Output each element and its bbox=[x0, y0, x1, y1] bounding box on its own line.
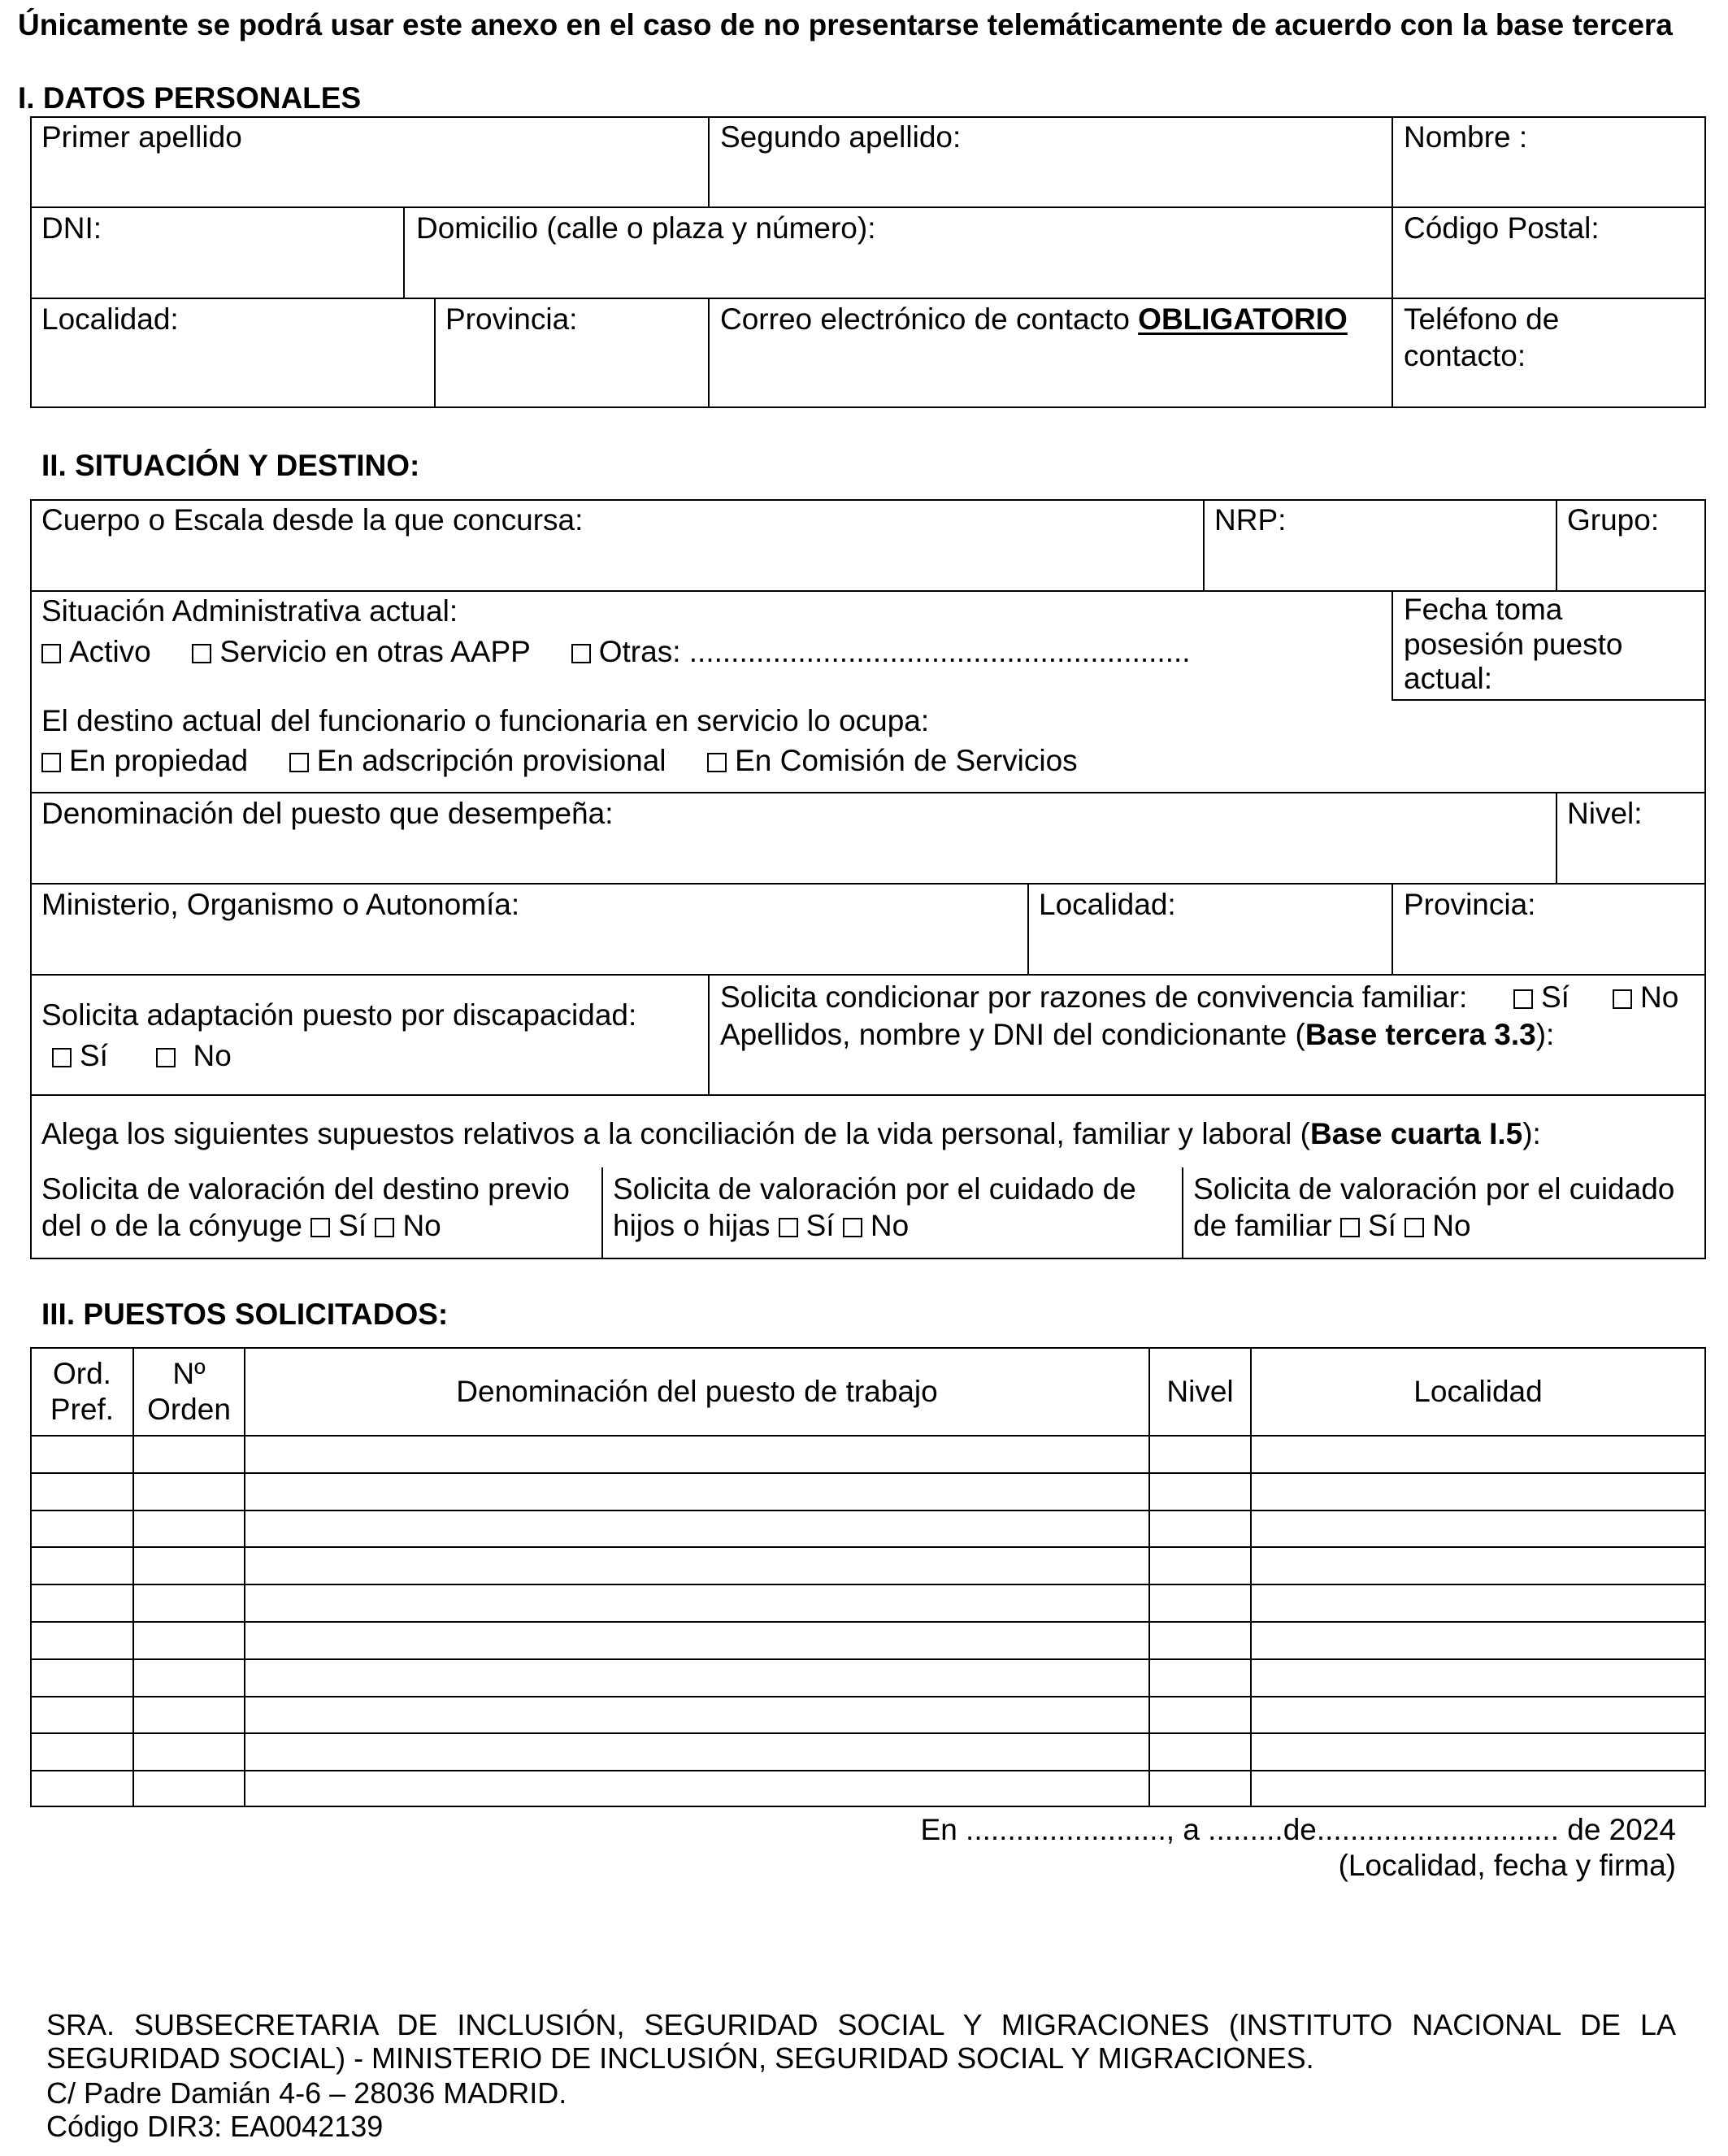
field-condicionante[interactable] bbox=[720, 1016, 1554, 1053]
conyuge-label-2: del o de la cónyuge bbox=[41, 1209, 302, 1243]
checkbox-condicionar-si[interactable] bbox=[1513, 979, 1570, 1015]
checkbox-familiar-no[interactable] bbox=[1405, 1209, 1470, 1242]
checkbox-activo-label: Activo bbox=[69, 635, 151, 668]
checkbox-icon bbox=[41, 753, 61, 772]
checkbox-si-label: Sí bbox=[80, 1039, 108, 1072]
checkbox-icon bbox=[1405, 1218, 1424, 1237]
checkbox-comision-servicios[interactable] bbox=[707, 744, 1078, 777]
checkbox-adaptacion-no[interactable] bbox=[156, 1039, 232, 1072]
checkbox-icon bbox=[571, 644, 591, 663]
section-title-situacion: II. SITUACIÓN Y DESTINO: bbox=[41, 449, 420, 482]
checkbox-hijos-si[interactable] bbox=[779, 1209, 835, 1242]
checkbox-icon bbox=[1613, 989, 1632, 1009]
checkbox-otras-label: Otras: ............................................................ bbox=[598, 635, 1191, 668]
signature-caption: (Localidad, fecha y firma) bbox=[1338, 1849, 1676, 1882]
destino-label: El destino actual del funcionario o funcionaria en servicio lo ocupa: bbox=[41, 704, 930, 737]
checkbox-familiar-si[interactable] bbox=[1340, 1209, 1396, 1242]
footer-address-line2: C/ Padre Damián 4-6 – 28036 MADRID. bbox=[46, 2076, 567, 2110]
checkbox-servicio-otras-aapp[interactable] bbox=[192, 635, 530, 668]
correo-label: Correo electrónico de contacto bbox=[720, 302, 1139, 336]
hijos-option bbox=[613, 1171, 1136, 1244]
checkbox-icon bbox=[52, 1048, 72, 1067]
checkbox-si-label: Sí bbox=[338, 1209, 367, 1243]
checkbox-icon bbox=[843, 1218, 862, 1237]
telefono-label-1: Teléfono de bbox=[1404, 302, 1560, 336]
checkbox-condicionar-no[interactable] bbox=[1613, 979, 1678, 1015]
fecha-label-1: Fecha toma bbox=[1404, 593, 1563, 626]
field-nivel[interactable]: Nivel: bbox=[1567, 797, 1643, 830]
table-row[interactable] bbox=[30, 1472, 1706, 1474]
section-title-datos-personales: I. DATOS PERSONALES bbox=[18, 81, 362, 115]
col-num-2: Orden bbox=[147, 1393, 231, 1426]
col-ord-2: Pref. bbox=[50, 1393, 115, 1426]
col-header-denominacion: Denominación del puesto de trabajo bbox=[456, 1374, 938, 1408]
correo-obligatorio: OBLIGATORIO bbox=[1138, 302, 1348, 336]
table-row[interactable] bbox=[30, 1770, 1706, 1771]
field-denominacion-puesto[interactable]: Denominación del puesto que desempeña: bbox=[41, 797, 614, 830]
table-row[interactable] bbox=[30, 1584, 1706, 1585]
col-header-ord-pref bbox=[32, 1349, 132, 1435]
fecha-label-3: actual: bbox=[1404, 662, 1493, 696]
field-segundo-apellido[interactable]: Segundo apellido: bbox=[720, 120, 962, 154]
alega-text: Alega los siguientes supuestos relativos a la conciliación de la vida personal, familiar y laboral ( bbox=[41, 1117, 1310, 1150]
table-row[interactable] bbox=[30, 1510, 1706, 1511]
notice: Únicamente se podrá usar este anexo en el caso de no presentarse telemáticamente de acuerdo con la base tercera bbox=[18, 8, 1673, 41]
checkbox-hijos-no[interactable] bbox=[843, 1209, 909, 1242]
checkbox-no-label: No bbox=[193, 1039, 232, 1072]
col-header-num-orden bbox=[134, 1349, 244, 1435]
destino-options bbox=[41, 742, 1078, 779]
footer-address-line1: SRA. SUBSECRETARIA DE INCLUSIÓN, SEGURIDAD SOCIAL Y MIGRACIONES (INSTITUTO NACIONAL DE LA SEGURIDAD SOCIAL) - MINISTERIO DE INCLUSIÓN, SEGURIDAD SOCIAL Y MIGRACIONES. bbox=[46, 2008, 1676, 2076]
footer-dir3: Código DIR3: EA0042139 bbox=[46, 2110, 384, 2143]
checkbox-si-label: Sí bbox=[1367, 1209, 1396, 1243]
field-provincia-destino[interactable]: Provincia: bbox=[1404, 888, 1536, 921]
table-row[interactable] bbox=[30, 1546, 1706, 1548]
field-fecha-toma-posesion[interactable] bbox=[1404, 593, 1622, 697]
section-title-puestos: III. PUESTOS SOLICITADOS: bbox=[41, 1298, 449, 1331]
field-provincia[interactable]: Provincia: bbox=[445, 302, 578, 336]
checkbox-conyuge-si[interactable] bbox=[310, 1209, 367, 1242]
checkbox-icon bbox=[375, 1218, 394, 1237]
condicionante-end: ): bbox=[1535, 1018, 1555, 1051]
col-header-nivel: Nivel bbox=[1166, 1374, 1234, 1408]
field-codigo-postal[interactable]: Código Postal: bbox=[1404, 211, 1600, 245]
checkbox-si-label: Sí bbox=[1541, 980, 1570, 1014]
field-domicilio[interactable]: Domicilio (calle o plaza y número): bbox=[416, 211, 876, 245]
conyuge-option bbox=[41, 1171, 570, 1244]
checkbox-conyuge-no[interactable] bbox=[375, 1209, 441, 1242]
familiar-label-2: de familiar bbox=[1193, 1209, 1332, 1243]
checkbox-otras[interactable] bbox=[571, 635, 1191, 668]
checkbox-adaptacion-si[interactable] bbox=[52, 1039, 108, 1072]
field-correo[interactable] bbox=[720, 301, 1348, 337]
col-num-1: Nº bbox=[172, 1356, 206, 1390]
checkbox-no-label: No bbox=[1640, 980, 1679, 1014]
checkbox-no-label: No bbox=[870, 1209, 910, 1243]
field-ministerio[interactable]: Ministerio, Organismo o Autonomía: bbox=[41, 888, 520, 921]
checkbox-icon bbox=[1340, 1218, 1360, 1237]
checkbox-en-propiedad[interactable] bbox=[41, 744, 248, 777]
adaptacion-options bbox=[52, 1037, 232, 1074]
col-header-localidad: Localidad bbox=[1413, 1374, 1543, 1408]
situacion-options bbox=[41, 633, 1191, 670]
table-row[interactable] bbox=[30, 1732, 1706, 1734]
situacion-label: Situación Administrativa actual: bbox=[41, 594, 458, 628]
field-telefono[interactable] bbox=[1404, 301, 1559, 374]
checkbox-icon bbox=[192, 644, 211, 663]
signature-line: En ........................, a .........de............................. de 2024 bbox=[920, 1813, 1676, 1846]
familiar-label-1: Solicita de valoración por el cuidado bbox=[1193, 1172, 1675, 1206]
field-nrp[interactable]: NRP: bbox=[1214, 503, 1287, 537]
telefono-label-2: contacto: bbox=[1404, 339, 1526, 373]
table-row[interactable] bbox=[30, 1621, 1706, 1623]
alega-label bbox=[41, 1115, 1541, 1152]
field-localidad-destino[interactable]: Localidad: bbox=[1039, 888, 1176, 921]
checkbox-propiedad-label: En propiedad bbox=[69, 744, 249, 777]
checkbox-icon bbox=[310, 1218, 330, 1237]
familiar-option bbox=[1193, 1171, 1674, 1244]
checkbox-icon bbox=[41, 644, 61, 663]
alega-end: ): bbox=[1522, 1117, 1541, 1150]
checkbox-servicio-label: Servicio en otras AAPP bbox=[219, 635, 531, 668]
hijos-label-2: hijos o hijas bbox=[613, 1209, 771, 1243]
checkbox-no-label: No bbox=[1432, 1209, 1471, 1243]
alega-base: Base cuarta I.5 bbox=[1310, 1117, 1523, 1150]
checkbox-adscripcion-provisional[interactable] bbox=[289, 744, 666, 777]
field-grupo[interactable]: Grupo: bbox=[1567, 503, 1660, 537]
checkbox-no-label: No bbox=[402, 1209, 441, 1243]
table-row[interactable] bbox=[30, 1696, 1706, 1697]
checkbox-activo[interactable] bbox=[41, 635, 151, 668]
hijos-label-1: Solicita de valoración por el cuidado de bbox=[613, 1172, 1136, 1206]
adaptacion-label: Solicita adaptación puesto por discapacidad: bbox=[41, 998, 637, 1032]
fecha-label-2: posesión puesto bbox=[1404, 627, 1623, 661]
col-ord-1: Ord. bbox=[53, 1356, 111, 1390]
table-row[interactable] bbox=[30, 1658, 1706, 1660]
checkbox-icon bbox=[779, 1218, 798, 1237]
condicionante-base: Base tercera 3.3 bbox=[1305, 1018, 1536, 1051]
table-row[interactable] bbox=[30, 1435, 1706, 1437]
field-cuerpo-escala[interactable]: Cuerpo o Escala desde la que concursa: bbox=[41, 503, 584, 537]
checkbox-si-label: Sí bbox=[805, 1209, 835, 1243]
checkbox-icon bbox=[1513, 989, 1533, 1009]
checkbox-icon bbox=[156, 1048, 176, 1067]
field-dni[interactable]: DNI: bbox=[41, 211, 102, 245]
field-nombre[interactable]: Nombre : bbox=[1404, 120, 1528, 154]
field-localidad[interactable]: Localidad: bbox=[41, 302, 179, 336]
condicionante-label: Apellidos, nombre y DNI del condicionante ( bbox=[720, 1018, 1305, 1051]
condicionar-label: Solicita condicionar por razones de convivencia familiar: bbox=[720, 980, 1468, 1014]
checkbox-adscripcion-label: En adscripción provisional bbox=[316, 744, 666, 777]
checkbox-comision-label: En Comisión de Servicios bbox=[735, 744, 1078, 777]
field-primer-apellido[interactable]: Primer apellido bbox=[41, 120, 242, 154]
conyuge-label-1: Solicita de valoración del destino previo bbox=[41, 1172, 570, 1206]
checkbox-icon bbox=[707, 753, 727, 772]
checkbox-icon bbox=[289, 753, 309, 772]
